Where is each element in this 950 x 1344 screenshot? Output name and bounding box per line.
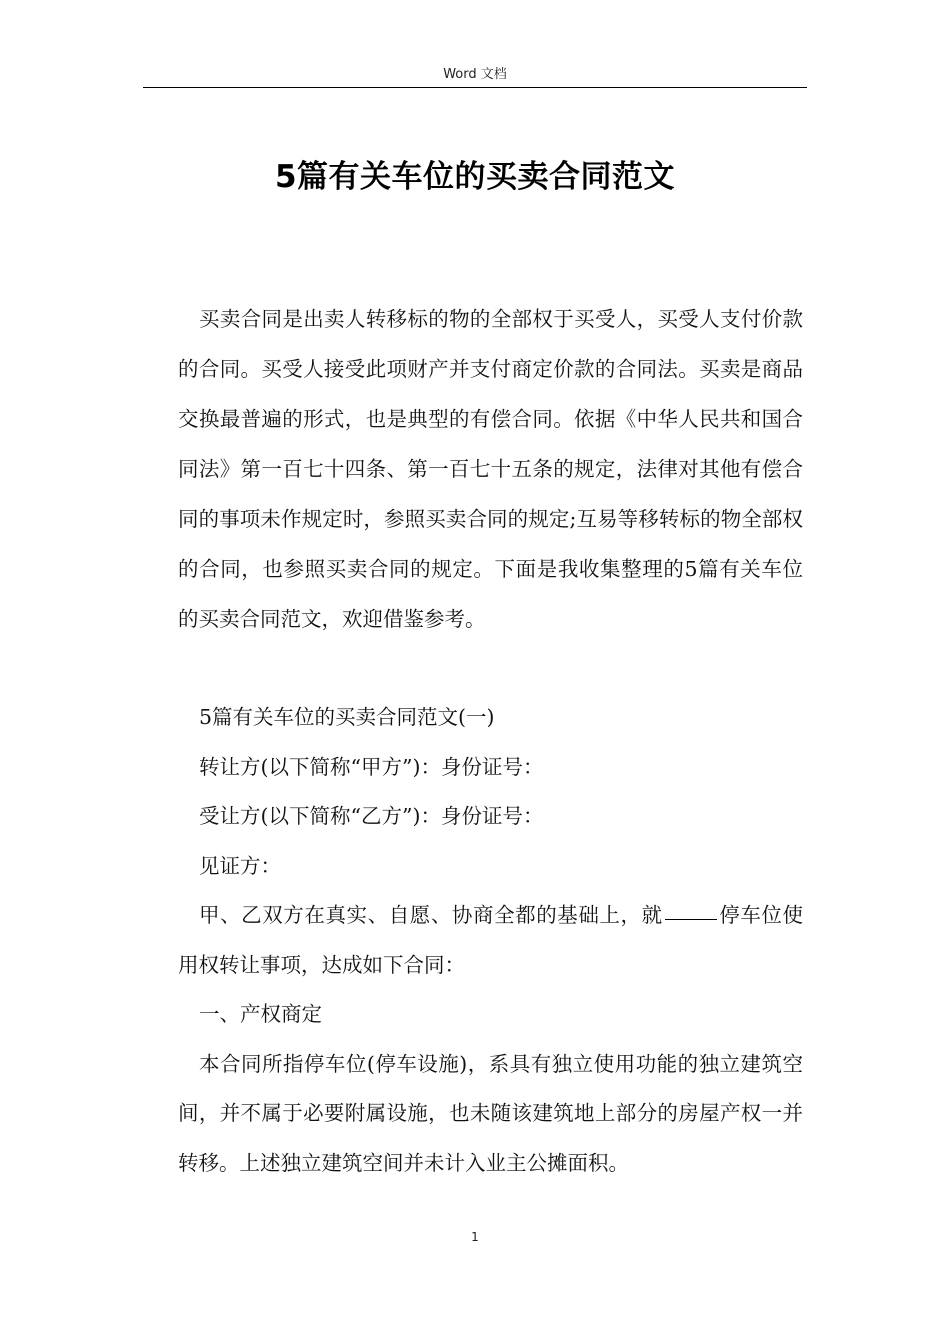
- witness-line: 见证方：: [199, 853, 281, 878]
- contract-section: [178, 693, 803, 1188]
- document-body: [178, 294, 803, 1188]
- page-header: Word 文档: [443, 67, 507, 82]
- agreement-text-before: 甲、乙双方在真实、自愿、协商全都的基础上，就: [199, 903, 663, 927]
- fill-in-blank: [665, 917, 717, 920]
- intro-paragraph: 买卖合同是出卖人转移标的物的全部权于买受人，买受人支付价款的合同。买受人接受此项财产并支付商定价款的合同法。买卖是商品交换最普遍的形式，也是典型的有偿合同。依据《中华人民共和国合同法》第一百七十四条、第一百七十五条的规定，法律对其他有偿合同的事项未作规定时，参照买卖合同的规定;互易等移转标的物全部权的合同，也参照买卖合同的规定。下面是我收集整理的5篇有关车位的买卖合同范文，欢迎借鉴参考。: [178, 307, 803, 631]
- section-heading: 5篇有关车位的买卖合同范文(一): [199, 705, 495, 729]
- clause-one-heading: 一、产权商定: [199, 1002, 322, 1026]
- clause-one-body: 本合同所指停车位(停车设施)，系具有独立使用功能的独立建筑空间，并不属于必要附属设施，也未随该建筑地上部分的房屋产权一并转移。上述独立建筑空间并未计入业主公摊面积。: [178, 1051, 803, 1175]
- agreement-text-after: 停车位使用权转让事项，达成如下合同：: [178, 903, 804, 977]
- transferor-line: 转让方(以下简称“甲方”)：身份证号：: [199, 754, 544, 779]
- agreement-paragraph: [178, 891, 803, 990]
- header-divider: [143, 87, 807, 88]
- page-number: 1: [471, 1230, 479, 1244]
- document-title: 5篇有关车位的买卖合同范文: [274, 159, 676, 195]
- transferee-line: 受让方(以下简称“乙方”)：身份证号：: [199, 804, 544, 828]
